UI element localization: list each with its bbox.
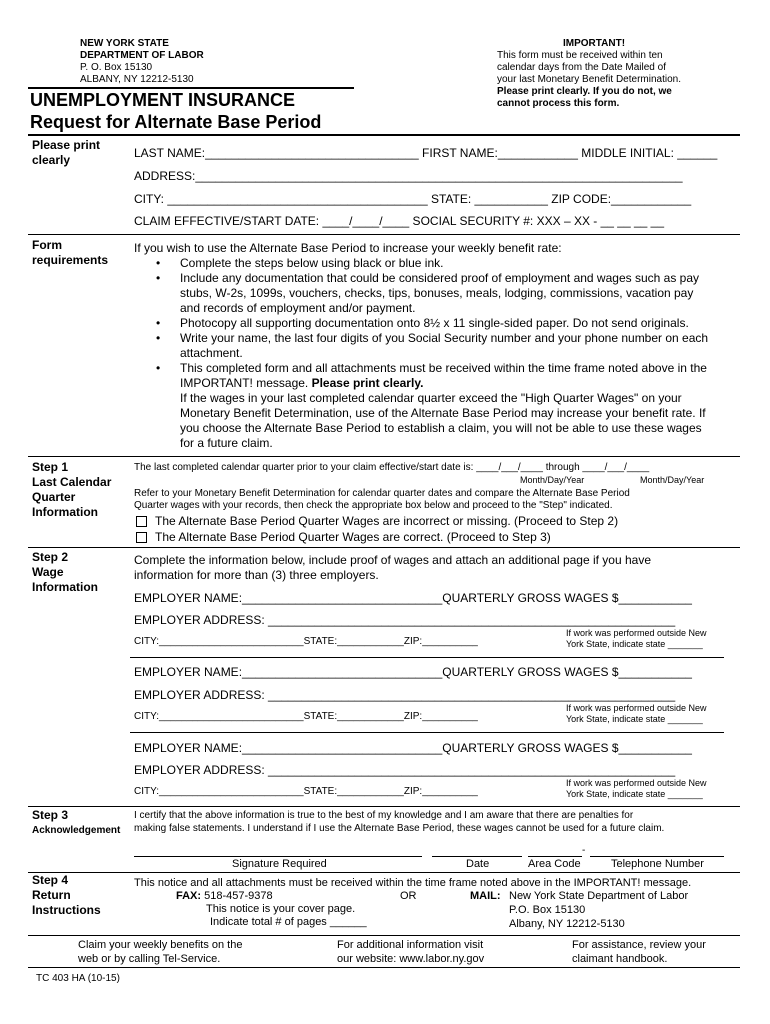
outside-ny-note[interactable]: If work was performed outside New York State, indicate state _______	[566, 628, 707, 649]
note-line: for a future claim.	[180, 436, 273, 450]
agency-city: ALBANY, NY 12212-5130	[80, 74, 194, 85]
important-line: your last Monetary Benefit Determination.	[497, 74, 681, 85]
section-label-print-clearly: Please print clearly	[32, 138, 101, 167]
step2-intro: information for more than (3) three employers.	[134, 568, 379, 582]
employer-city-row[interactable]: CITY:__________________________STATE:____________ZIP:__________	[134, 636, 478, 647]
important-notice	[497, 38, 757, 110]
agency-name: NEW YORK STATE	[80, 38, 169, 49]
footer-divider	[28, 935, 740, 936]
option-incorrect[interactable]: The Alternate Base Period Quarter Wages are incorrect or missing. (Proceed to Step 2)	[136, 514, 618, 529]
important-heading: IMPORTANT!	[563, 38, 626, 49]
mail-label: MAIL:	[470, 890, 501, 902]
employer-city-row[interactable]: CITY:__________________________STATE:____________ZIP:__________	[134, 711, 478, 722]
section-label-form-requirements: Form requirements	[32, 238, 109, 267]
section-label-step2: Step 2 Wage Information	[32, 550, 98, 594]
important-line: This form must be received within ten	[497, 50, 663, 61]
address-row[interactable]: ADDRESS:_________________________________________________________________________	[134, 169, 683, 183]
employer-name-row[interactable]: EMPLOYER NAME:______________________________QUARTERLY GROSS WAGES $___________	[134, 741, 692, 755]
cover-page-note: This notice is your cover page.	[206, 903, 356, 915]
employer-address-row[interactable]: EMPLOYER ADDRESS: _____________________________________________________________	[134, 688, 676, 702]
step1-instructions: Refer to your Monetary Benefit Determination for calendar quarter dates and compare the Alternate Base Period	[134, 488, 630, 499]
section-divider	[28, 456, 740, 457]
employer-name-row[interactable]: EMPLOYER NAME:______________________________QUARTERLY GROSS WAGES $___________	[134, 591, 692, 605]
step2-intro: Complete the information below, include proof of wages and attach an additional page if you have	[134, 553, 652, 567]
city-state-zip-row[interactable]: CITY: _______________________________________ STATE: ___________ ZIP CODE:____________	[134, 192, 692, 206]
list-item-cont: attachment.	[180, 346, 243, 360]
quarter-date-line[interactable]: The last completed calendar quarter prior to your claim effective/start date is: ____/___/____ through ____/___/____	[134, 462, 650, 473]
footer-website: For additional information visit our website: www.labor.ny.gov	[337, 939, 485, 965]
form-requirements-text: If you wish to use the Alternate Base Period to increase your weekly benefit rate: • Complete the steps below using black or blue ink. • Include any documentation that could be considered proof of employment and wages such as pay stubs, W-2s, 1099s, vouchers, checks, tips, bonuses, meals, lodging, commissions, vacation pay and records of employment and/or payment. • Photocopy all supporting documentation onto 8½ x 11 single-sided paper. Do not send originals. • Write your name, the last four digits of you Social Security number and your phone number on each attachment. • This completed form and all attachments must be received within the time frame noted above in the IMPORTANT! message. Please print clearly. If the wages in your last completed calendar quarter exceed the "High Quarter Wages" on your Monetary Benefit Determination, use of the Alternate Base Period may increase your benefit rate. If you choose the Alternate Base Period to establish a claim, you will not be able to use these wages for a future claim.	[134, 241, 744, 451]
name-row[interactable]: LAST NAME:________________________________ FIRST NAME:____________ MIDDLE INITIAL: ______	[134, 146, 718, 160]
list-item: • This completed form and all attachments must be received within the time frame noted above in the	[134, 361, 744, 376]
agency-po-box: P. O. Box 15130	[80, 62, 153, 73]
signature-label: Signature Required	[232, 858, 327, 870]
month-day-year-label: Month/Day/Year	[640, 475, 705, 485]
phone-dash: -	[582, 845, 586, 856]
area-code-label: Area Code	[528, 858, 581, 870]
important-line: cannot process this form.	[497, 98, 620, 109]
return-instructions: This notice and all attachments must be received within the time frame noted above in the IMPORTANT! message.	[134, 877, 692, 889]
list-item-cont: stubs, W-2s, 1099s, vouchers, checks, tips, bonuses, meals, lodging, commissions, vacation pay	[180, 286, 694, 300]
note-line: If the wages in your last completed calendar quarter exceed the "High Quarter Wages" on your	[180, 391, 682, 405]
agency-department: DEPARTMENT OF LABOR	[80, 50, 204, 61]
list-item: • Include any documentation that could be considered proof of employment and wages such as pay	[134, 271, 744, 286]
important-line: Please print clearly. If you do not, we	[497, 86, 672, 97]
fax-info: FAX: 518-457-9378	[176, 890, 273, 902]
form-subtitle: Request for Alternate Base Period	[30, 112, 322, 132]
step1-instructions: Quarter wages with your records, then check the appropriate box below and proceed to the "Step" indicated.	[134, 500, 613, 511]
form-title: UNEMPLOYMENT INSURANCE	[30, 90, 296, 110]
section-divider	[28, 134, 740, 136]
outside-ny-note[interactable]: If work was performed outside New York State, indicate state _______	[566, 703, 707, 724]
list-item: • Photocopy all supporting documentation onto 8½ x 11 single-sided paper. Do not send originals.	[134, 316, 744, 331]
form-id: TC 403 HA (10-15)	[36, 973, 120, 984]
list-item-cont: and records of employment and/or payment.	[180, 301, 416, 315]
footer-tel-service: Claim your weekly benefits on the web or by calling Tel-Service.	[78, 939, 243, 965]
employer-name-row[interactable]: EMPLOYER NAME:______________________________QUARTERLY GROSS WAGES $___________	[134, 665, 692, 679]
section-divider	[28, 547, 740, 548]
employer-address-row[interactable]: EMPLOYER ADDRESS: _____________________________________________________________	[134, 763, 676, 777]
employer-divider	[130, 732, 724, 733]
section-label-step4: Step 4 Return Instructions	[32, 873, 101, 917]
list-item: • Write your name, the last four digits of you Social Security number and your phone number on each	[134, 331, 744, 346]
telephone-label: Telephone Number	[611, 858, 704, 870]
certification-text: I certify that the above information is true to the best of my knowledge and I am aware that there are penalties for	[134, 810, 634, 821]
checkbox-correct[interactable]	[136, 532, 147, 543]
date-label: Date	[466, 858, 490, 870]
note-line: you choose the Alternate Base Period to establish a claim, you will not be able to use these wages	[180, 421, 702, 435]
section-divider	[28, 234, 740, 235]
note-line: Monetary Benefit Determination, use of the Alternate Base Period may increase your benefit rate. If	[180, 406, 706, 420]
section-divider	[28, 872, 740, 873]
employer-divider	[130, 657, 724, 658]
section-label-step1: Step 1 Last Calendar Quarter Information	[32, 460, 112, 519]
month-day-year-label: Month/Day/Year	[520, 475, 585, 485]
employer-address-row[interactable]: EMPLOYER ADDRESS: _____________________________________________________________	[134, 613, 676, 627]
section-label-step3: Step 3 Acknowledgement	[32, 808, 121, 836]
section-divider	[28, 806, 740, 807]
footer-bottom-rule	[28, 967, 740, 968]
footer-handbook: For assistance, review your claimant handbook.	[572, 939, 706, 965]
employer-city-row[interactable]: CITY:__________________________STATE:____________ZIP:__________	[134, 786, 478, 797]
list-item: • Complete the steps below using black or blue ink.	[134, 256, 744, 271]
mail-address: New York State Department of Labor P.O. Box 15130 Albany, NY 12212-5130	[509, 890, 689, 930]
or-label: OR	[400, 890, 417, 902]
total-pages-field[interactable]: Indicate total # of pages ______	[210, 916, 367, 928]
checkbox-incorrect[interactable]	[136, 516, 147, 527]
claim-ssn-row[interactable]: CLAIM EFFECTIVE/START DATE: ____/____/____ SOCIAL SECURITY #: XXX – XX - __ __ __ __	[134, 214, 665, 228]
list-item-cont: IMPORTANT! message. Please print clearly.	[180, 376, 424, 390]
important-line: calendar days from the Date Mailed of	[497, 62, 666, 73]
certification-text: making false statements. I understand if I use the Alternate Base Period, these wages cannot be used for a future claim.	[134, 823, 665, 834]
option-correct[interactable]: The Alternate Base Period Quarter Wages are correct. (Proceed to Step 3)	[136, 530, 551, 545]
outside-ny-note[interactable]: If work was performed outside New York State, indicate state _______	[566, 778, 707, 799]
